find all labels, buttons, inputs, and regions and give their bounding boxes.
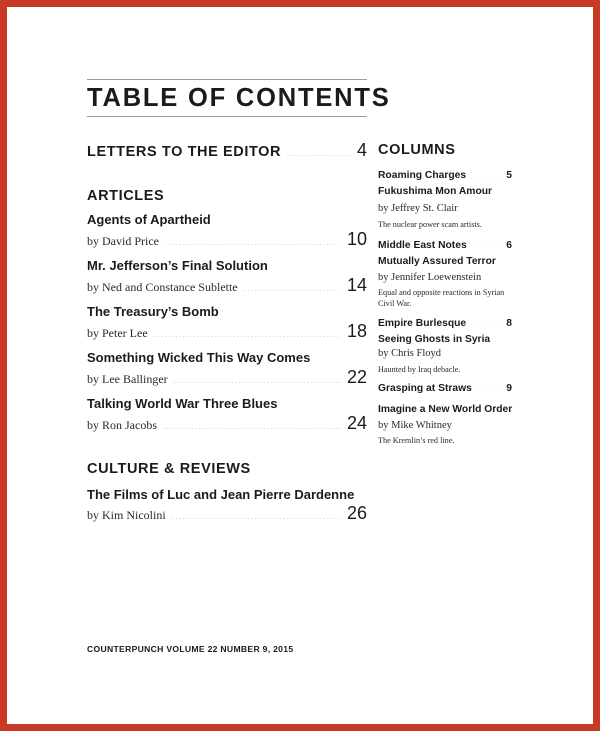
culture-heading: CULTURE & REVIEWS bbox=[87, 461, 251, 477]
articles-heading: ARTICLES bbox=[87, 188, 165, 204]
column-entry[interactable] bbox=[378, 318, 512, 329]
column-entry[interactable] bbox=[378, 383, 512, 394]
dot-leader bbox=[173, 382, 341, 383]
column-name: Empire Burlesque bbox=[378, 318, 467, 329]
article-byline: by Peter Lee bbox=[87, 326, 148, 340]
column-subtitle: Fukushima Mon Amour bbox=[378, 186, 493, 197]
bottom-rule bbox=[87, 116, 367, 117]
article-page-number: 18 bbox=[346, 321, 367, 341]
dot-leader bbox=[470, 325, 502, 326]
article-title[interactable]: Agents of Apartheid bbox=[87, 212, 211, 227]
column-description: The Kremlin’s red line. bbox=[378, 436, 455, 445]
dot-leader bbox=[162, 428, 341, 429]
dot-leader bbox=[286, 155, 351, 156]
column-name: Middle East Notes bbox=[378, 240, 467, 251]
article-byline-row bbox=[87, 321, 367, 342]
article-byline: by Ron Jacobs bbox=[87, 418, 157, 432]
dot-leader bbox=[470, 177, 502, 178]
dot-leader bbox=[243, 290, 341, 291]
culture-title[interactable]: The Films of Luc and Jean Pierre Dardenne bbox=[87, 487, 355, 502]
column-byline: by Chris Floyd bbox=[378, 348, 442, 359]
column-subtitle: Mutually Assured Terror bbox=[378, 256, 496, 267]
column-description: Equal and opposite reactions in Syrian Civil War. bbox=[378, 288, 505, 308]
column-byline: by Jennifer Loewenstein bbox=[378, 272, 482, 283]
column-byline: by Mike Whitney bbox=[378, 420, 452, 431]
dot-leader bbox=[164, 244, 341, 245]
article-byline: by Lee Ballinger bbox=[87, 372, 168, 386]
letters-page-number: 4 bbox=[356, 140, 367, 160]
dot-leader bbox=[471, 247, 503, 248]
article-page-number: 24 bbox=[346, 413, 367, 433]
top-rule bbox=[87, 79, 367, 80]
article-byline-row bbox=[87, 275, 367, 296]
article-page-number: 10 bbox=[346, 229, 367, 249]
article-title[interactable]: Something Wicked This Way Comes bbox=[87, 350, 311, 365]
article-page-number: 14 bbox=[346, 275, 367, 295]
column-page-number: 6 bbox=[506, 240, 512, 251]
culture-page-number: 26 bbox=[346, 503, 367, 523]
column-description: The nuclear power scam artists. bbox=[378, 220, 482, 229]
article-byline-row bbox=[87, 229, 367, 250]
column-entry[interactable] bbox=[378, 240, 512, 251]
letters-label: LETTERS TO THE EDITOR bbox=[87, 144, 282, 160]
article-byline-row bbox=[87, 367, 367, 388]
article-byline: by Ned and Constance Sublette bbox=[87, 280, 238, 294]
column-name: Grasping at Straws bbox=[378, 383, 472, 394]
column-description: Haunted by Iraq debacle. bbox=[378, 365, 461, 374]
dot-leader bbox=[476, 390, 502, 391]
columns-heading: COLUMNS bbox=[378, 142, 456, 158]
column-page-number: 5 bbox=[506, 170, 512, 181]
article-title[interactable]: The Treasury’s Bomb bbox=[87, 304, 219, 319]
dot-leader bbox=[153, 336, 341, 337]
column-entry[interactable] bbox=[378, 170, 512, 181]
column-name: Roaming Charges bbox=[378, 170, 467, 181]
column-byline: by Jeffrey St. Clair bbox=[378, 203, 458, 214]
dot-leader bbox=[171, 518, 341, 519]
article-byline: by David Price bbox=[87, 234, 159, 248]
column-subtitle: Seeing Ghosts in Syria bbox=[378, 334, 491, 345]
article-title[interactable]: Mr. Jefferson’s Final Solution bbox=[87, 258, 268, 273]
footer-volume-info: COUNTERPUNCH VOLUME 22 NUMBER 9, 2015 bbox=[87, 644, 294, 654]
article-page-number: 22 bbox=[346, 367, 367, 387]
article-title[interactable]: Talking World War Three Blues bbox=[87, 396, 278, 411]
column-subtitle: Imagine a New World Order bbox=[378, 404, 513, 415]
column-page-number: 9 bbox=[506, 383, 512, 394]
column-page-number: 8 bbox=[506, 318, 512, 329]
culture-byline-row bbox=[87, 503, 367, 524]
culture-byline: by Kim Nicolini bbox=[87, 508, 166, 522]
letters-entry[interactable] bbox=[87, 140, 367, 161]
article-byline-row bbox=[87, 413, 367, 434]
page-title: TABLE OF CONTENTS bbox=[87, 84, 391, 112]
